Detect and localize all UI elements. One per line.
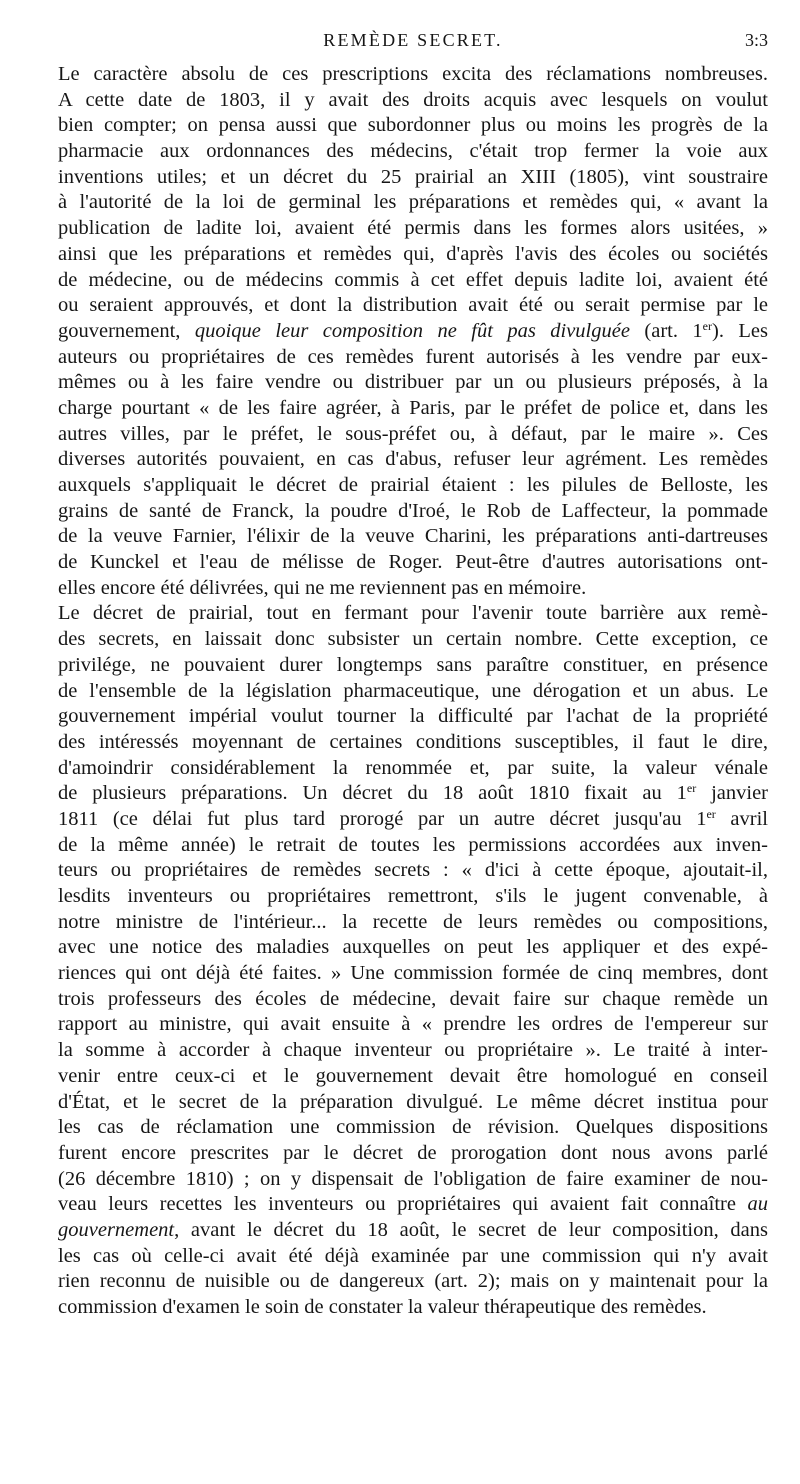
text-line [58,242,768,268]
text-line [58,370,768,396]
text-run: avril [715,807,768,830]
text-run: bien compter; on pensa aussi que subordonner plus ou moins les progrès de la [58,114,768,137]
text-run: ). Les [712,319,768,342]
superscript: er [686,781,697,796]
text-line [58,756,768,782]
text-line [58,447,768,473]
text-line [58,165,768,191]
text-line [58,62,768,88]
text-run: privilége, ne pouvaient durer longtemps sans paraître constituer, en présence [58,653,768,676]
italic-run: quoique leur composition ne fût pas divulguée [194,319,630,342]
text-line [58,987,768,1013]
text-run: la somme à accorder à chaque inventeur ou propriétaire ». Le traité à inter- [58,1039,768,1062]
text-run: publication de ladite loi, avaient été permis dans les formes alors usitées, » [58,217,768,240]
superscript: er [706,806,716,821]
text-line [58,1167,768,1193]
text-run: inventions utiles; et un décret du 25 prairial an XIII (1805), vint soustraire [58,165,768,188]
text-run: mêmes ou à les faire vendre ou distribuer par un ou plusieurs préposés, à la [58,371,768,394]
text-run: teurs ou propriétaires de remèdes secrets : « d'ici à cette époque, ajoutait-il, [58,859,768,882]
text-run: diverses autorités pouvaient, en cas d'abus, refuser leur agrément. Les remèdes [58,448,768,471]
superscript: er [702,318,712,333]
text-line [58,1090,768,1116]
text-line [58,576,768,602]
text-run: A cette date de 1803, il y avait des droits acquis avec lesquels on voulut [58,88,768,111]
text-line [58,139,768,165]
text-line [58,961,768,987]
text-line [58,319,768,345]
text-run: d'État, et le secret de la préparation divulgué. Le même décret institua pour [58,1090,768,1113]
text-line [58,858,768,884]
text-run: de la veuve Farnier, l'élixir de la veuve Charini, les préparations anti-dartreuses [58,525,768,548]
text-run: rien reconnu de nuisible ou de dangereux (art. 2); mais on y maintenait pour la [58,1270,768,1293]
text-line [58,1269,768,1295]
text-line [58,190,768,216]
text-run: (art. 1 [629,319,703,342]
text-run: à l'autorité de la loi de germinal les préparations et remèdes qui, « avant la [58,191,768,214]
text-run: rapport au ministre, qui avait ensuite à « prendre les ordres de l'empereur sur [58,1013,768,1036]
text-line [58,113,768,139]
text-line [58,601,768,627]
text-line [58,627,768,653]
text-run: janvier [696,782,769,805]
text-run: de la même année) le retrait de toutes les permissions accordées aux inven- [58,833,768,856]
italic-run: au [747,1193,768,1216]
italic-run: gouvernement [58,1218,175,1241]
text-run: pharmacie aux ordonnances des médecins, c'était trop fermer la voie aux [58,140,768,163]
text-run: avec une notice des maladies auxquelles on peut les appliquer et des expé- [58,936,768,959]
text-run: gouvernement impérial voulut tourner la difficulté par l'achat de la propriété [58,705,768,728]
text-run: charge pourtant « de les faire agréer, à Paris, par le préfet de police et, dans les [58,396,768,419]
text-run: ou seraient approuvés, et dont la distribution avait été ou serait permise par le [58,294,768,317]
text-line [58,1141,768,1167]
text-run: Le caractère absolu de ces prescriptions excita des réclamations nombreuses. [58,63,768,85]
text-line [58,1012,768,1038]
text-line [58,1218,768,1244]
text-run: riences qui ont déjà été faites. » Une commission formée de cinq membres, dont [58,962,768,985]
text-line [58,293,768,319]
text-run: (26 décembre 1810) ; on y dispensait de l'obligation de faire examiner de nou- [58,1167,768,1190]
text-line [58,268,768,294]
text-run: les cas où celle-ci avait été déjà examinée par une commission qui n'y avait [58,1244,768,1267]
text-line [58,910,768,936]
text-run: , avant le décret du 18 août, le secret de leur composition, dans [174,1218,768,1241]
text-line [58,550,768,576]
text-run: furent encore prescrites par le décret de prorogation dont nous avons parlé [58,1141,768,1164]
page-header [58,30,768,56]
text-run: de l'ensemble de la législation pharmaceutique, une dérogation et un abus. Le [58,679,768,702]
text-line [58,345,768,371]
text-run: notre ministre de l'intérieur... la recette de leurs remèdes ou compositions, [58,910,768,933]
text-line [58,1115,768,1141]
text-run: de Kunckel et l'eau de mélisse de Roger. Peut-être d'autres autorisations ont- [58,551,768,574]
text-line [58,422,768,448]
text-run: Le décret de prairial, tout en fermant pour l'avenir toute barrière aux remè- [58,602,768,625]
text-line [58,884,768,910]
text-run: venir entre ceux-ci et le gouvernement devait être homologué en conseil [58,1064,768,1087]
text-run: de plusieurs préparations. Un décret du 18 août 1810 fixait au 1 [58,782,687,805]
text-run: veau leurs recettes les inventeurs ou propriétaires qui avaient fait connaître [58,1193,748,1216]
page-number: 3:3 [744,30,768,50]
text-line [58,807,768,833]
text-line [58,473,768,499]
text-run: des secrets, en laissait donc subsister un certain nombre. Cette exception, ce [58,628,768,651]
text-run: auteurs ou propriétaires de ces remèdes furent autorisés à les vendre par eux- [58,345,768,368]
text-line [58,1038,768,1064]
text-run: commission d'examen le soin de constater la valeur thérapeutique des remèdes. [58,1296,707,1318]
text-run: auxquels s'appliquait le décret de prairial étaient : les pilules de Belloste, les [58,474,768,496]
body-text [58,62,768,1321]
text-line [58,704,768,730]
text-run: 1811 (ce délai fut plus tard prorogé par un autre décret jusqu'au 1 [58,807,707,830]
text-run: gouvernement, [58,319,195,342]
text-run: elles encore été délivrées, qui ne me reviennent pas en mémoire. [58,576,587,599]
text-line [58,1192,768,1218]
text-run: d'amoindrir considérablement la renommée et, par suite, la valeur vénale [58,756,768,779]
text-run: grains de santé de Franck, la poudre d'Iroé, le Rob de Laffecteur, la pommade [58,499,768,522]
text-run: autres villes, par le préfet, le sous-préfet ou, à défaut, par le maire ». Ces [58,422,768,445]
text-line [58,216,768,242]
text-run: les cas de réclamation une commission de révision. Quelques dispositions [58,1116,768,1139]
text-line [58,499,768,525]
text-line [58,524,768,550]
text-line [58,1295,768,1321]
text-line [58,935,768,961]
text-run: de médecine, ou de médecins commis à cet effet depuis ladite loi, avaient été [58,268,768,291]
text-line [58,1064,768,1090]
text-run: lesdits inventeurs ou propriétaires remettront, s'ils le jugent convenable, à [58,885,768,907]
text-run: trois professeurs des écoles de médecine, devait faire sur chaque remède un [58,987,768,1010]
text-line [58,730,768,756]
text-line [58,1244,768,1270]
text-run: des intéressés moyennant de certaines conditions susceptibles, il faut le dire, [58,730,768,753]
text-line [58,679,768,705]
running-title: REMÈDE SECRET. [323,30,503,50]
text-line [58,833,768,859]
text-line [58,653,768,679]
text-line [58,781,768,807]
text-line [58,396,768,422]
text-line [58,88,768,114]
text-run: ainsi que les préparations et remèdes qui, d'après l'avis des écoles ou sociétés [58,242,768,265]
